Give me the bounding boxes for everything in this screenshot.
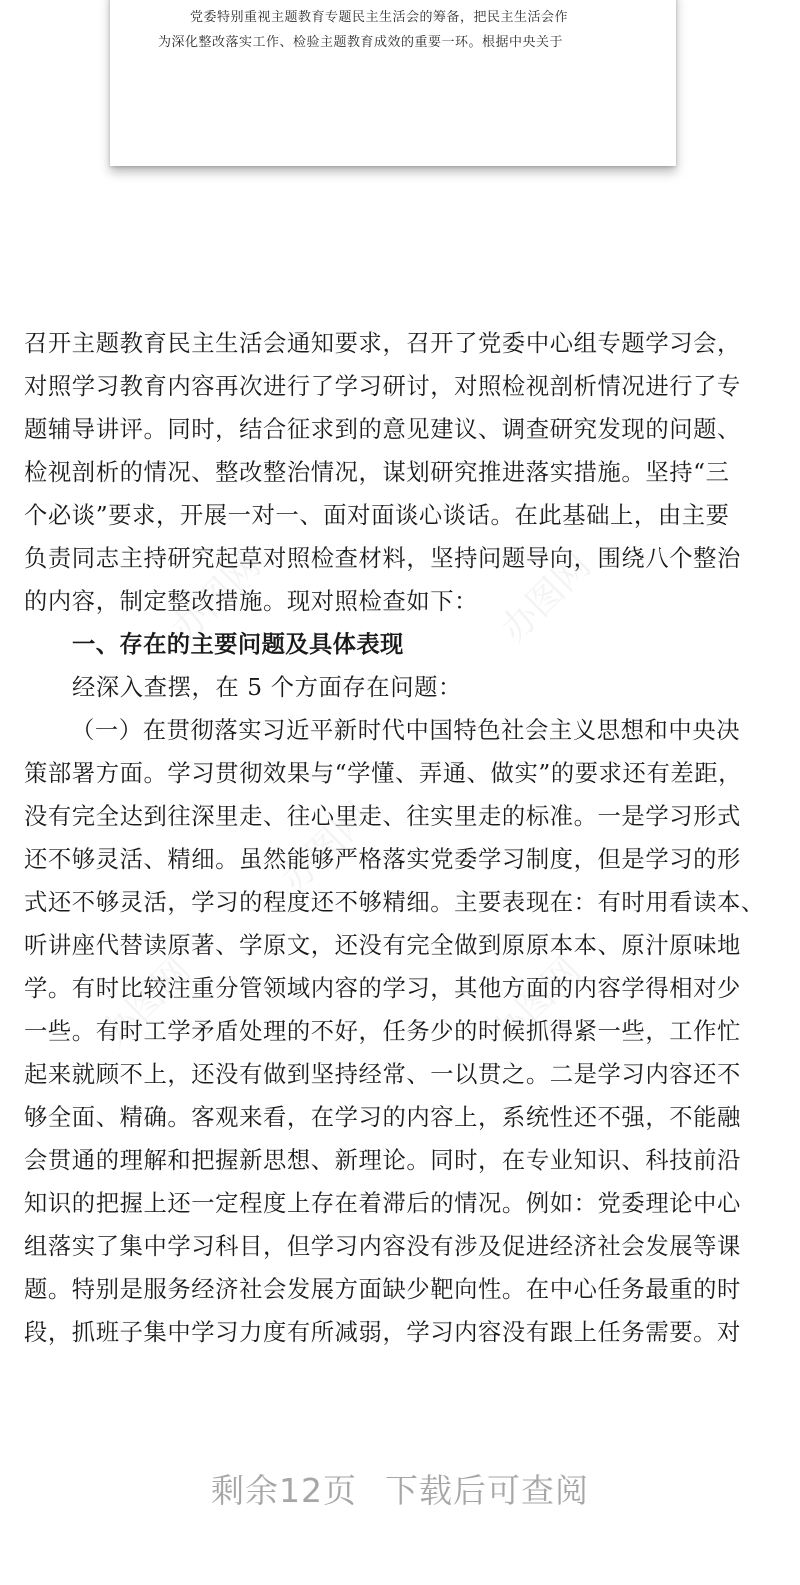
download-prompt[interactable] — [0, 1465, 800, 1512]
paragraph-line: 学。有时比较注重分管领域内容的学习，其他方面的内容学得相对少 — [24, 975, 741, 1002]
paragraph-line: 题辅导讲评。同时，结合征求到的意见建议、调查研究发现的问题、 — [24, 416, 741, 443]
paragraph-line: 策部署方面。学习贯彻效果与“学懂、弄通、做实”的要求还有差距， — [24, 760, 743, 787]
paragraph-line: 一些。有时工学矛盾处理的不好，任务少的时候抓得紧一些，工作忙 — [24, 1018, 741, 1045]
paragraph-line: 对照学习教育内容再次进行了学习研讨，对照检视剖析情况进行了专 — [24, 373, 741, 400]
paragraph-line: 还不够灵活、精细。虽然能够严格落实党委学习制度，但是学习的形 — [24, 846, 741, 873]
paragraph-line: 题。特别是服务经济社会发展方面缺少靶向性。在中心任务最重的时 — [24, 1276, 741, 1303]
paragraph-line: 没有完全达到往深里走、往心里走、往实里走的标准。一是学习形式 — [24, 803, 741, 830]
paragraph-line: 组落实了集中学习科目，但学习内容没有涉及促进经济社会发展等课 — [24, 1233, 741, 1260]
paragraph-line: 检视剖析的情况、整改整治情况，谋划研究推进落实措施。坚持“三 — [24, 459, 730, 486]
document-body — [24, 322, 776, 1354]
paragraph-line: 经深入查摆，在 5 个方面存在问题： — [72, 674, 462, 701]
watermark-5: 办图网 — [273, 794, 379, 901]
watermark-1: 办图网 — [163, 544, 269, 651]
paragraph-line: 会贯通的理解和把握新思想、新理论。同时，在专业知识、科技前沿 — [24, 1147, 741, 1174]
paragraph-line: 起来就顾不上，还没有做到坚持经常、一以贯之。二是学习内容还不 — [24, 1061, 741, 1088]
section-heading: 一、存在的主要问题及具体表现 — [72, 631, 404, 658]
preview-line-1: 党委特别重视主题教育专题民主生活会的筹备，把民主生活会作 — [190, 10, 569, 25]
preview-card — [110, 0, 676, 166]
watermark-3: 办图网 — [93, 949, 199, 1056]
watermark-2: 办图网 — [493, 544, 599, 651]
paragraph-line: 的内容，制定整改措施。现对照检查如下： — [24, 588, 479, 615]
paragraph-line: 个必谈”要求，开展一对一、面对面谈心谈话。在此基础上，由主要 — [24, 502, 730, 529]
paragraph-line: 负责同志主持研究起草对照检查材料，坚持问题导向，围绕八个整治 — [24, 545, 741, 572]
paragraph-line: 段，抓班子集中学习力度有所减弱，学习内容没有跟上任务需要。对 — [24, 1319, 741, 1346]
watermark-4: 办图网 — [483, 949, 589, 1056]
paragraph-line: 听讲座代替读原著、学原文，还没有完全做到原原本本、原汁原味地 — [24, 932, 741, 959]
paragraph-line: 知识的把握上还一定程度上存在着滞后的情况。例如：党委理论中心 — [24, 1190, 741, 1217]
preview-line-2: 为深化整改落实工作、检验主题教育成效的重要一环。根据中央关于 — [158, 35, 564, 50]
paragraph-line: 式还不够灵活，学习的程度还不够精细。主要表现在：有时用看读本、 — [24, 889, 765, 916]
download-hint-label: 下载后可查阅 — [385, 1471, 589, 1510]
paragraph-line: 够全面、精确。客观来看，在学习的内容上，系统性还不强，不能融 — [24, 1104, 741, 1131]
paragraph-line: 召开主题教育民主生活会通知要求，召开了党委中心组专题学习会， — [24, 330, 741, 357]
subsection-heading: （一）在贯彻落实习近平新时代中国特色社会主义思想和中央决 — [71, 717, 741, 744]
remaining-pages-label: 剩余12页 — [211, 1471, 357, 1510]
